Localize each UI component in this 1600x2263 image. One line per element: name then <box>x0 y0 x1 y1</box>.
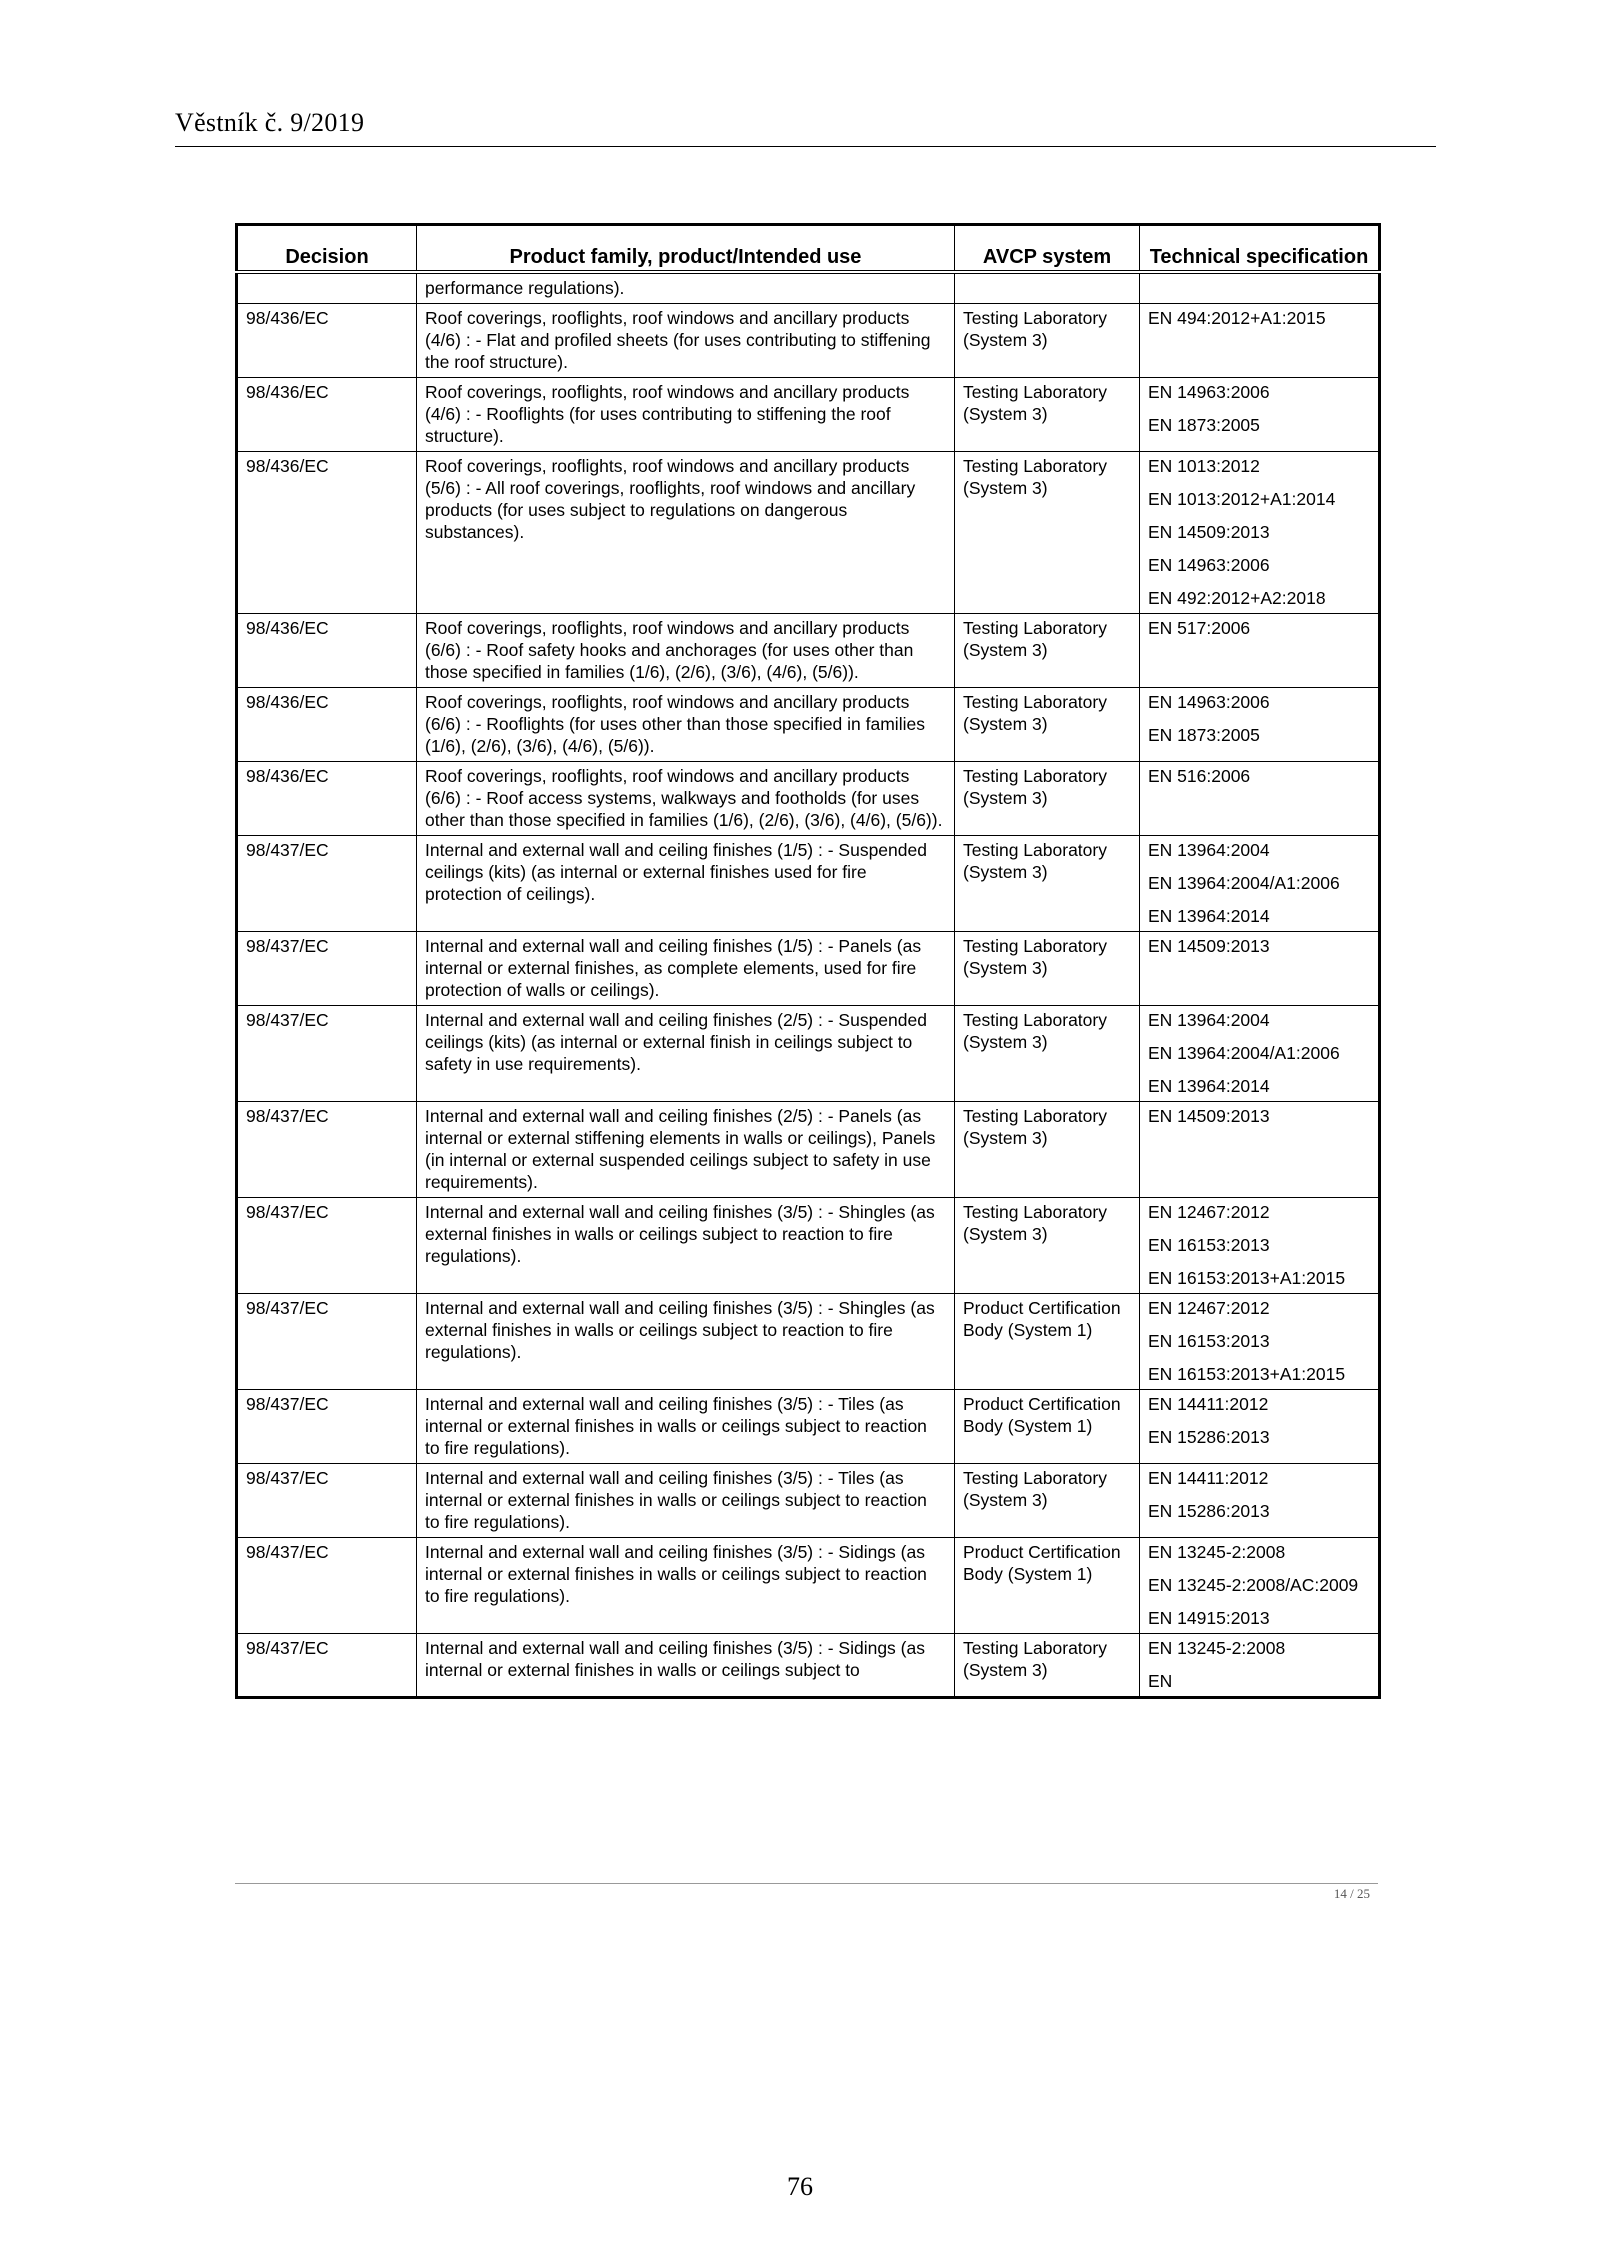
table-row <box>237 836 1380 932</box>
specification-item: EN 15286:2013 <box>1148 1501 1270 1521</box>
avcp-cell: Testing Laboratory (System 3) <box>955 452 1140 614</box>
table-row <box>237 304 1380 378</box>
specification-cell <box>1140 1294 1380 1390</box>
specification-item: EN 14509:2013 <box>1148 936 1270 956</box>
decision-cell: 98/437/EC <box>237 932 417 1006</box>
product-cell: Roof coverings, rooflights, roof windows and ancillary products (6/6) : - Roof access systems, walkways and footholds (for uses other than those specified in families (1/6), (2/6), (3/6), (4/6), (5/6)). <box>417 762 955 836</box>
specification-cell <box>1140 932 1380 1006</box>
column-header-product: Product family, product/Intended use <box>417 225 955 273</box>
decision-cell: 98/437/EC <box>237 1006 417 1102</box>
specification-cell <box>1140 1198 1380 1294</box>
table-row <box>237 1198 1380 1294</box>
specification-item: EN 1873:2005 <box>1148 725 1260 745</box>
specification-table <box>235 223 1381 1699</box>
product-cell: Internal and external wall and ceiling finishes (3/5) : - Tiles (as internal or external finishes in walls or ceilings subject to reaction to fire regulations). <box>417 1390 955 1464</box>
table-row <box>237 614 1380 688</box>
decision-cell: 98/437/EC <box>237 1102 417 1198</box>
specification-item: EN 13964:2004 <box>1148 840 1270 860</box>
footer-divider <box>235 1883 1378 1884</box>
specification-cell <box>1140 272 1380 304</box>
decision-cell: 98/436/EC <box>237 452 417 614</box>
specification-cell <box>1140 688 1380 762</box>
specification-item: EN 14963:2006 <box>1148 555 1270 575</box>
avcp-cell: Testing Laboratory (System 3) <box>955 932 1140 1006</box>
product-cell: Internal and external wall and ceiling finishes (3/5) : - Sidings (as internal or external finishes in walls or ceilings subject to reaction to fire regulations). <box>417 1538 955 1634</box>
avcp-cell: Testing Laboratory (System 3) <box>955 762 1140 836</box>
table-row <box>237 688 1380 762</box>
table-row <box>237 932 1380 1006</box>
avcp-cell: Testing Laboratory (System 3) <box>955 1634 1140 1698</box>
specification-item: EN 12467:2012 <box>1148 1298 1270 1318</box>
decision-cell: 98/436/EC <box>237 378 417 452</box>
specification-cell <box>1140 614 1380 688</box>
decision-cell: 98/436/EC <box>237 304 417 378</box>
specification-cell <box>1140 452 1380 614</box>
avcp-cell: Testing Laboratory (System 3) <box>955 614 1140 688</box>
avcp-cell: Testing Laboratory (System 3) <box>955 1006 1140 1102</box>
decision-cell: 98/437/EC <box>237 1538 417 1634</box>
specification-item: EN 16153:2013 <box>1148 1235 1270 1255</box>
product-cell: Internal and external wall and ceiling finishes (1/5) : - Suspended ceilings (kits) (as internal or external finishes used for fire protection of ceilings). <box>417 836 955 932</box>
avcp-cell: Product Certification Body (System 1) <box>955 1390 1140 1464</box>
decision-cell: 98/436/EC <box>237 762 417 836</box>
avcp-cell <box>955 272 1140 304</box>
specification-item: EN 1873:2005 <box>1148 415 1260 435</box>
specification-item: EN 14509:2013 <box>1148 522 1270 542</box>
specification-cell <box>1140 836 1380 932</box>
avcp-cell: Testing Laboratory (System 3) <box>955 1464 1140 1538</box>
decision-cell: 98/436/EC <box>237 688 417 762</box>
decision-cell: 98/437/EC <box>237 1294 417 1390</box>
product-cell: Internal and external wall and ceiling finishes (1/5) : - Panels (as internal or external finishes, as complete elements, used for fire protection of walls or ceilings). <box>417 932 955 1006</box>
specification-item: EN 13245-2:2008 <box>1148 1638 1286 1658</box>
column-header-avcp: AVCP system <box>955 225 1140 273</box>
avcp-cell: Product Certification Body (System 1) <box>955 1538 1140 1634</box>
avcp-cell: Testing Laboratory (System 3) <box>955 1102 1140 1198</box>
product-cell: Internal and external wall and ceiling finishes (2/5) : - Suspended ceilings (kits) (as internal or external finish in ceilings subject to safety in use requirements). <box>417 1006 955 1102</box>
specification-item: EN 1013:2012 <box>1148 456 1260 476</box>
specification-cell <box>1140 1102 1380 1198</box>
product-cell: performance regulations). <box>417 272 955 304</box>
table-row <box>237 1538 1380 1634</box>
specification-item: EN 494:2012+A1:2015 <box>1148 308 1326 328</box>
specification-item: EN 1013:2012+A1:2014 <box>1148 489 1336 509</box>
product-cell: Internal and external wall and ceiling finishes (3/5) : - Shingles (as external finishes in walls or ceilings subject to reaction to fire regulations). <box>417 1294 955 1390</box>
page-fraction: 14 / 25 <box>1333 1886 1370 1901</box>
table-row <box>237 378 1380 452</box>
avcp-cell: Product Certification Body (System 1) <box>955 1294 1140 1390</box>
product-cell: Internal and external wall and ceiling finishes (3/5) : - Sidings (as internal or external finishes in walls or ceilings subject to <box>417 1634 955 1698</box>
product-cell: Roof coverings, rooflights, roof windows and ancillary products (4/6) : - Flat and profiled sheets (for uses contributing to stiffening the roof structure). <box>417 304 955 378</box>
specification-item: EN <box>1148 1671 1173 1691</box>
avcp-cell: Testing Laboratory (System 3) <box>955 836 1140 932</box>
decision-cell: 98/437/EC <box>237 1464 417 1538</box>
decision-cell: 98/437/EC <box>237 836 417 932</box>
specification-cell <box>1140 378 1380 452</box>
avcp-cell: Testing Laboratory (System 3) <box>955 304 1140 378</box>
avcp-cell: Testing Laboratory (System 3) <box>955 688 1140 762</box>
product-cell: Internal and external wall and ceiling finishes (3/5) : - Tiles (as internal or external finishes in walls or ceilings subject to reaction to fire regulations). <box>417 1464 955 1538</box>
table-row <box>237 1006 1380 1102</box>
specification-item: EN 13964:2014 <box>1148 1076 1270 1096</box>
specification-item: EN 13964:2004 <box>1148 1010 1270 1030</box>
decision-cell: 98/436/EC <box>237 614 417 688</box>
header-divider <box>175 146 1436 147</box>
specification-cell <box>1140 1006 1380 1102</box>
specification-item: EN 492:2012+A2:2018 <box>1148 588 1326 608</box>
table-row <box>237 272 1380 304</box>
specification-item: EN 14963:2006 <box>1148 382 1270 402</box>
specification-item: EN 14411:2012 <box>1148 1394 1269 1414</box>
decision-cell <box>237 272 417 304</box>
table-row <box>237 1294 1380 1390</box>
specification-cell <box>1140 1538 1380 1634</box>
column-header-decision: Decision <box>237 225 417 273</box>
specification-cell <box>1140 304 1380 378</box>
specification-item: EN 14963:2006 <box>1148 692 1270 712</box>
specification-item: EN 517:2006 <box>1148 618 1251 638</box>
specification-item: EN 16153:2013 <box>1148 1331 1270 1351</box>
table-row <box>237 762 1380 836</box>
specification-item: EN 13964:2004/A1:2006 <box>1148 873 1340 893</box>
page-number: 76 <box>787 2172 813 2201</box>
decision-cell: 98/437/EC <box>237 1634 417 1698</box>
product-cell: Roof coverings, rooflights, roof windows and ancillary products (4/6) : - Rooflights (for uses contributing to stiffening the roof structure). <box>417 378 955 452</box>
product-cell: Roof coverings, rooflights, roof windows and ancillary products (6/6) : - Roof safety hooks and anchorages (for uses other than those specified in families (1/6), (2/6), (3/6), (4/6), (5/6)). <box>417 614 955 688</box>
table-header-row <box>237 225 1380 273</box>
table-row <box>237 1634 1380 1698</box>
product-cell: Internal and external wall and ceiling finishes (3/5) : - Shingles (as external finishes in walls or ceilings subject to reaction to fire regulations). <box>417 1198 955 1294</box>
bulletin-title: Věstník č. 9/2019 <box>175 108 365 137</box>
product-cell: Roof coverings, rooflights, roof windows and ancillary products (5/6) : - All roof coverings, rooflights, roof windows and ancillary products (for uses subject to regulations on dangerous substances). <box>417 452 955 614</box>
table-row <box>237 1464 1380 1538</box>
column-header-specification: Technical specification <box>1140 225 1380 273</box>
avcp-cell: Testing Laboratory (System 3) <box>955 378 1140 452</box>
specification-cell <box>1140 1634 1380 1698</box>
specification-cell <box>1140 1464 1380 1538</box>
specification-table-container <box>235 223 1378 1699</box>
table-row <box>237 1102 1380 1198</box>
decision-cell: 98/437/EC <box>237 1198 417 1294</box>
specification-item: EN 13964:2014 <box>1148 906 1270 926</box>
specification-item: EN 14915:2013 <box>1148 1608 1270 1628</box>
product-cell: Roof coverings, rooflights, roof windows and ancillary products (6/6) : - Rooflights (for uses other than those specified in families (1/6), (2/6), (3/6), (4/6), (5/6)). <box>417 688 955 762</box>
specification-item: EN 12467:2012 <box>1148 1202 1270 1222</box>
specification-item: EN 15286:2013 <box>1148 1427 1270 1447</box>
specification-cell <box>1140 762 1380 836</box>
specification-item: EN 14509:2013 <box>1148 1106 1270 1126</box>
avcp-cell: Testing Laboratory (System 3) <box>955 1198 1140 1294</box>
specification-cell <box>1140 1390 1380 1464</box>
table-row <box>237 1390 1380 1464</box>
specification-item: EN 13964:2004/A1:2006 <box>1148 1043 1340 1063</box>
specification-item: EN 516:2006 <box>1148 766 1251 786</box>
table-body <box>237 272 1380 1698</box>
product-cell: Internal and external wall and ceiling finishes (2/5) : - Panels (as internal or external stiffening elements in walls or ceilings), Panels (in internal or external suspended ceilings subject to safety in use requirements). <box>417 1102 955 1198</box>
specification-item: EN 13245-2:2008/AC:2009 <box>1148 1575 1359 1595</box>
table-row <box>237 452 1380 614</box>
specification-item: EN 13245-2:2008 <box>1148 1542 1286 1562</box>
decision-cell: 98/437/EC <box>237 1390 417 1464</box>
specification-item: EN 16153:2013+A1:2015 <box>1148 1268 1346 1288</box>
specification-item: EN 14411:2012 <box>1148 1468 1269 1488</box>
specification-item: EN 16153:2013+A1:2015 <box>1148 1364 1346 1384</box>
